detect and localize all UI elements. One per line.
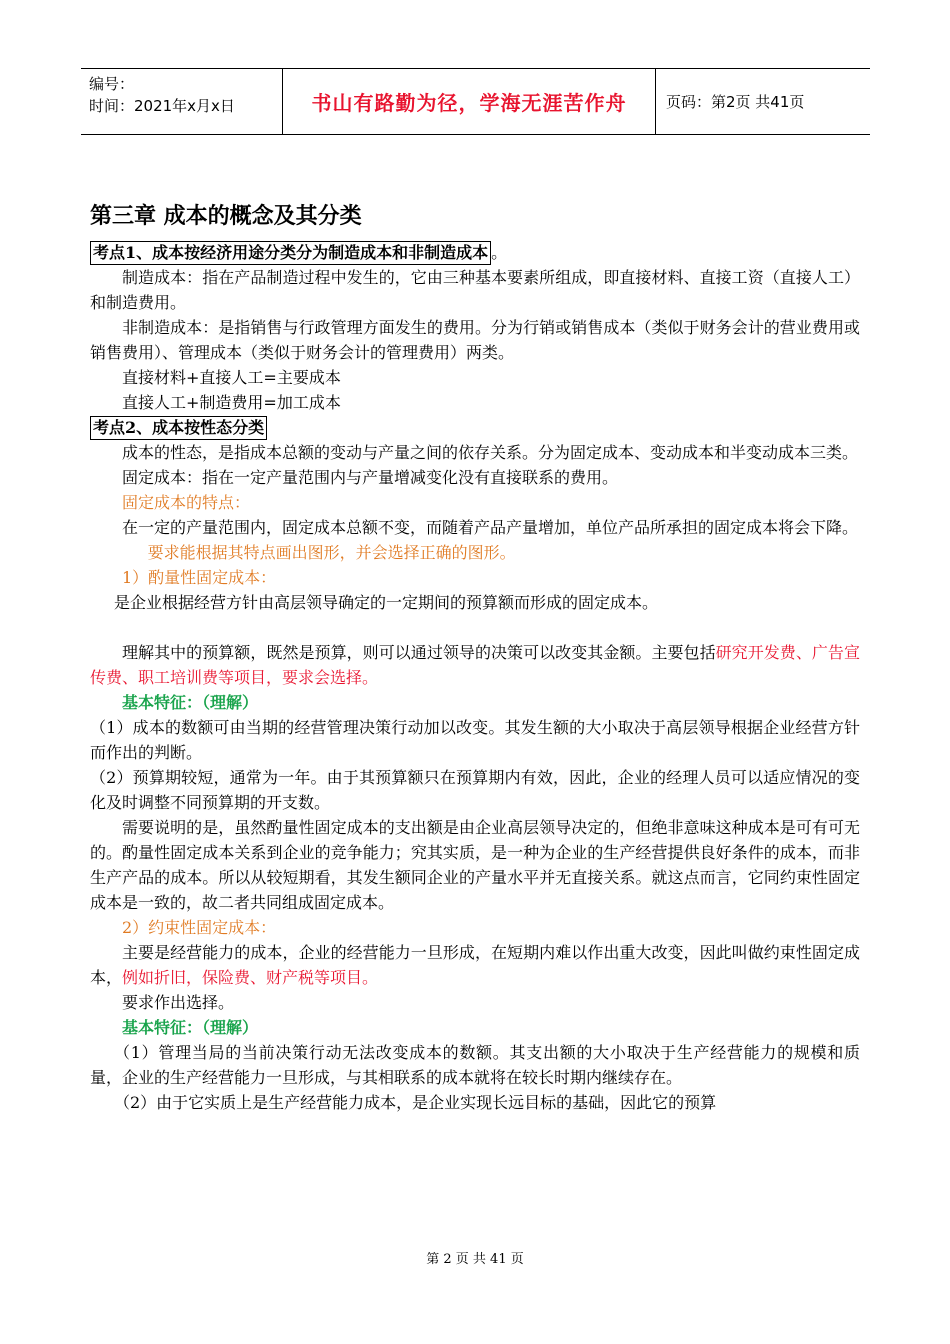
budget-items-highlight: 研究开发费、广告宣传费、职工培训费等项目，要求会选择。 [90, 643, 860, 687]
page-header [81, 68, 870, 135]
paragraph-committed-feature-1: （1）管理当局的当前决策行动无法改变成本的数额。其支出额的大小取决于生产经营能力的规模和质量，企业的生产经营能力一旦形成，与其相联系的成本就将在较长时期内继续存在。 [90, 1043, 860, 1087]
header-motto: 书山有路勤为径，学海无涯苦作舟 [283, 69, 656, 134]
paragraph-fixed-cost-features: 在一定的产量范围内，固定成本总额不变，而随着产品产量增加，单位产品所承担的固定成本将会下降。 [122, 518, 859, 537]
paragraph-discretionary-note: 需要说明的是，虽然酌量性固定成本的支出额是由企业高层领导决定的，但绝非意味这种成本是可有可无的。酌量性固定成本关系到企业的竞争能力；究其实质，是一种为企业的生产经营提供良好条件的成本，而非生产产品的成本。所以从较短期看，其发生额同企业的产量水平并无直接关系。就这点而言，它同约束性固定成本是一致的，故二者共同组成固定成本。 [90, 818, 860, 912]
key-point-1-title: 考点1、成本按经济用途分类分为制造成本和非制造成本 [90, 241, 491, 265]
paragraph-budget-understanding [90, 640, 860, 690]
paragraph-fixed-cost: 固定成本：指在一定产量范围内与产量增减变化没有直接联系的费用。 [122, 468, 619, 487]
heading-basic-features-2: 基本特征：（理解） [122, 1018, 259, 1037]
heading-committed-fixed-cost: 2）约束性固定成本： [122, 918, 277, 937]
formula-prime-cost: 直接材料+直接人工=主要成本 [122, 368, 341, 387]
requirement-draw-graph: 要求能根据其特点画出图形，并会选择正确的图形。 [147, 543, 516, 562]
paragraph-non-manufacturing-cost: 非制造成本：是指销售与行政管理方面发生的费用。分为行销或销售成本（类似于财务会计的营业费用或销售费用）、管理成本（类似于财务会计的管理费用）两类。 [90, 318, 860, 362]
key-point-1 [90, 240, 860, 265]
paragraph-committed-feature-2: （2）由于它实质上是生产经营能力成本，是企业实现长远目标的基础，因此它的预算 [114, 1093, 717, 1112]
page-footer: 第 2 页 共 41 页 [426, 1252, 524, 1267]
key-point-2 [90, 415, 860, 440]
heading-basic-features-1: 基本特征：（理解） [122, 693, 259, 712]
paragraph-discretionary-feature-1: （1）成本的数额可由当期的经营管理决策行动加以改变。其发生额的大小取决于高层领导根据企业经营方针而作出的判断。 [90, 718, 860, 762]
formula-conversion-cost: 直接人工+制造费用=加工成本 [122, 393, 341, 412]
paragraph-require-choice: 要求作出选择。 [122, 993, 235, 1012]
key-point-1-suffix: 。 [491, 243, 508, 262]
document-time-label: 时间：2021年x月x日 [89, 97, 235, 115]
heading-discretionary-fixed-cost: 1）酌量性固定成本： [122, 568, 277, 587]
document-number-label: 编号： [89, 75, 135, 93]
document-body [90, 200, 860, 1115]
header-page-label: 页码：第2页 共41页 [666, 93, 805, 111]
paragraph-discretionary-definition: 是企业根据经营方针由高层领导确定的一定期间的预算额而形成的固定成本。 [114, 593, 659, 612]
paragraph-cost-behavior: 成本的性态，是指成本总额的变动与产量之间的依存关系。分为固定成本、变动成本和半变动成本三类。 [122, 443, 859, 462]
key-point-2-title: 考点2、成本按性态分类 [90, 416, 267, 440]
header-info-cell [81, 69, 283, 134]
committed-examples-highlight: 例如折旧，保险费、财产税等项目。 [122, 968, 379, 987]
paragraph-discretionary-feature-2: （2）预算期较短，通常为一年。由于其预算额只在预算期内有效，因此，企业的经理人员可以适应情况的变化及时调整不同预算期的开支数。 [90, 768, 860, 812]
paragraph-committed-definition [90, 940, 860, 990]
committed-definition-text: 主要是经营能力的成本，企业的经营能力一旦形成，在短期内难以作出重大改变，因此叫做约束性固定成本， [90, 943, 860, 987]
paragraph-manufacturing-cost: 制造成本：指在产品制造过程中发生的，它由三种基本要素所组成，即直接材料、直接工资（直接人工）和制造费用。 [90, 268, 860, 312]
spacer [90, 615, 860, 640]
chapter-title: 第三章 成本的概念及其分类 [90, 204, 362, 229]
budget-understanding-text: 理解其中的预算额，既然是预算，则可以通过领导的决策可以改变其金额。主要包括 [122, 643, 716, 662]
heading-fixed-cost-features: 固定成本的特点： [122, 493, 251, 512]
